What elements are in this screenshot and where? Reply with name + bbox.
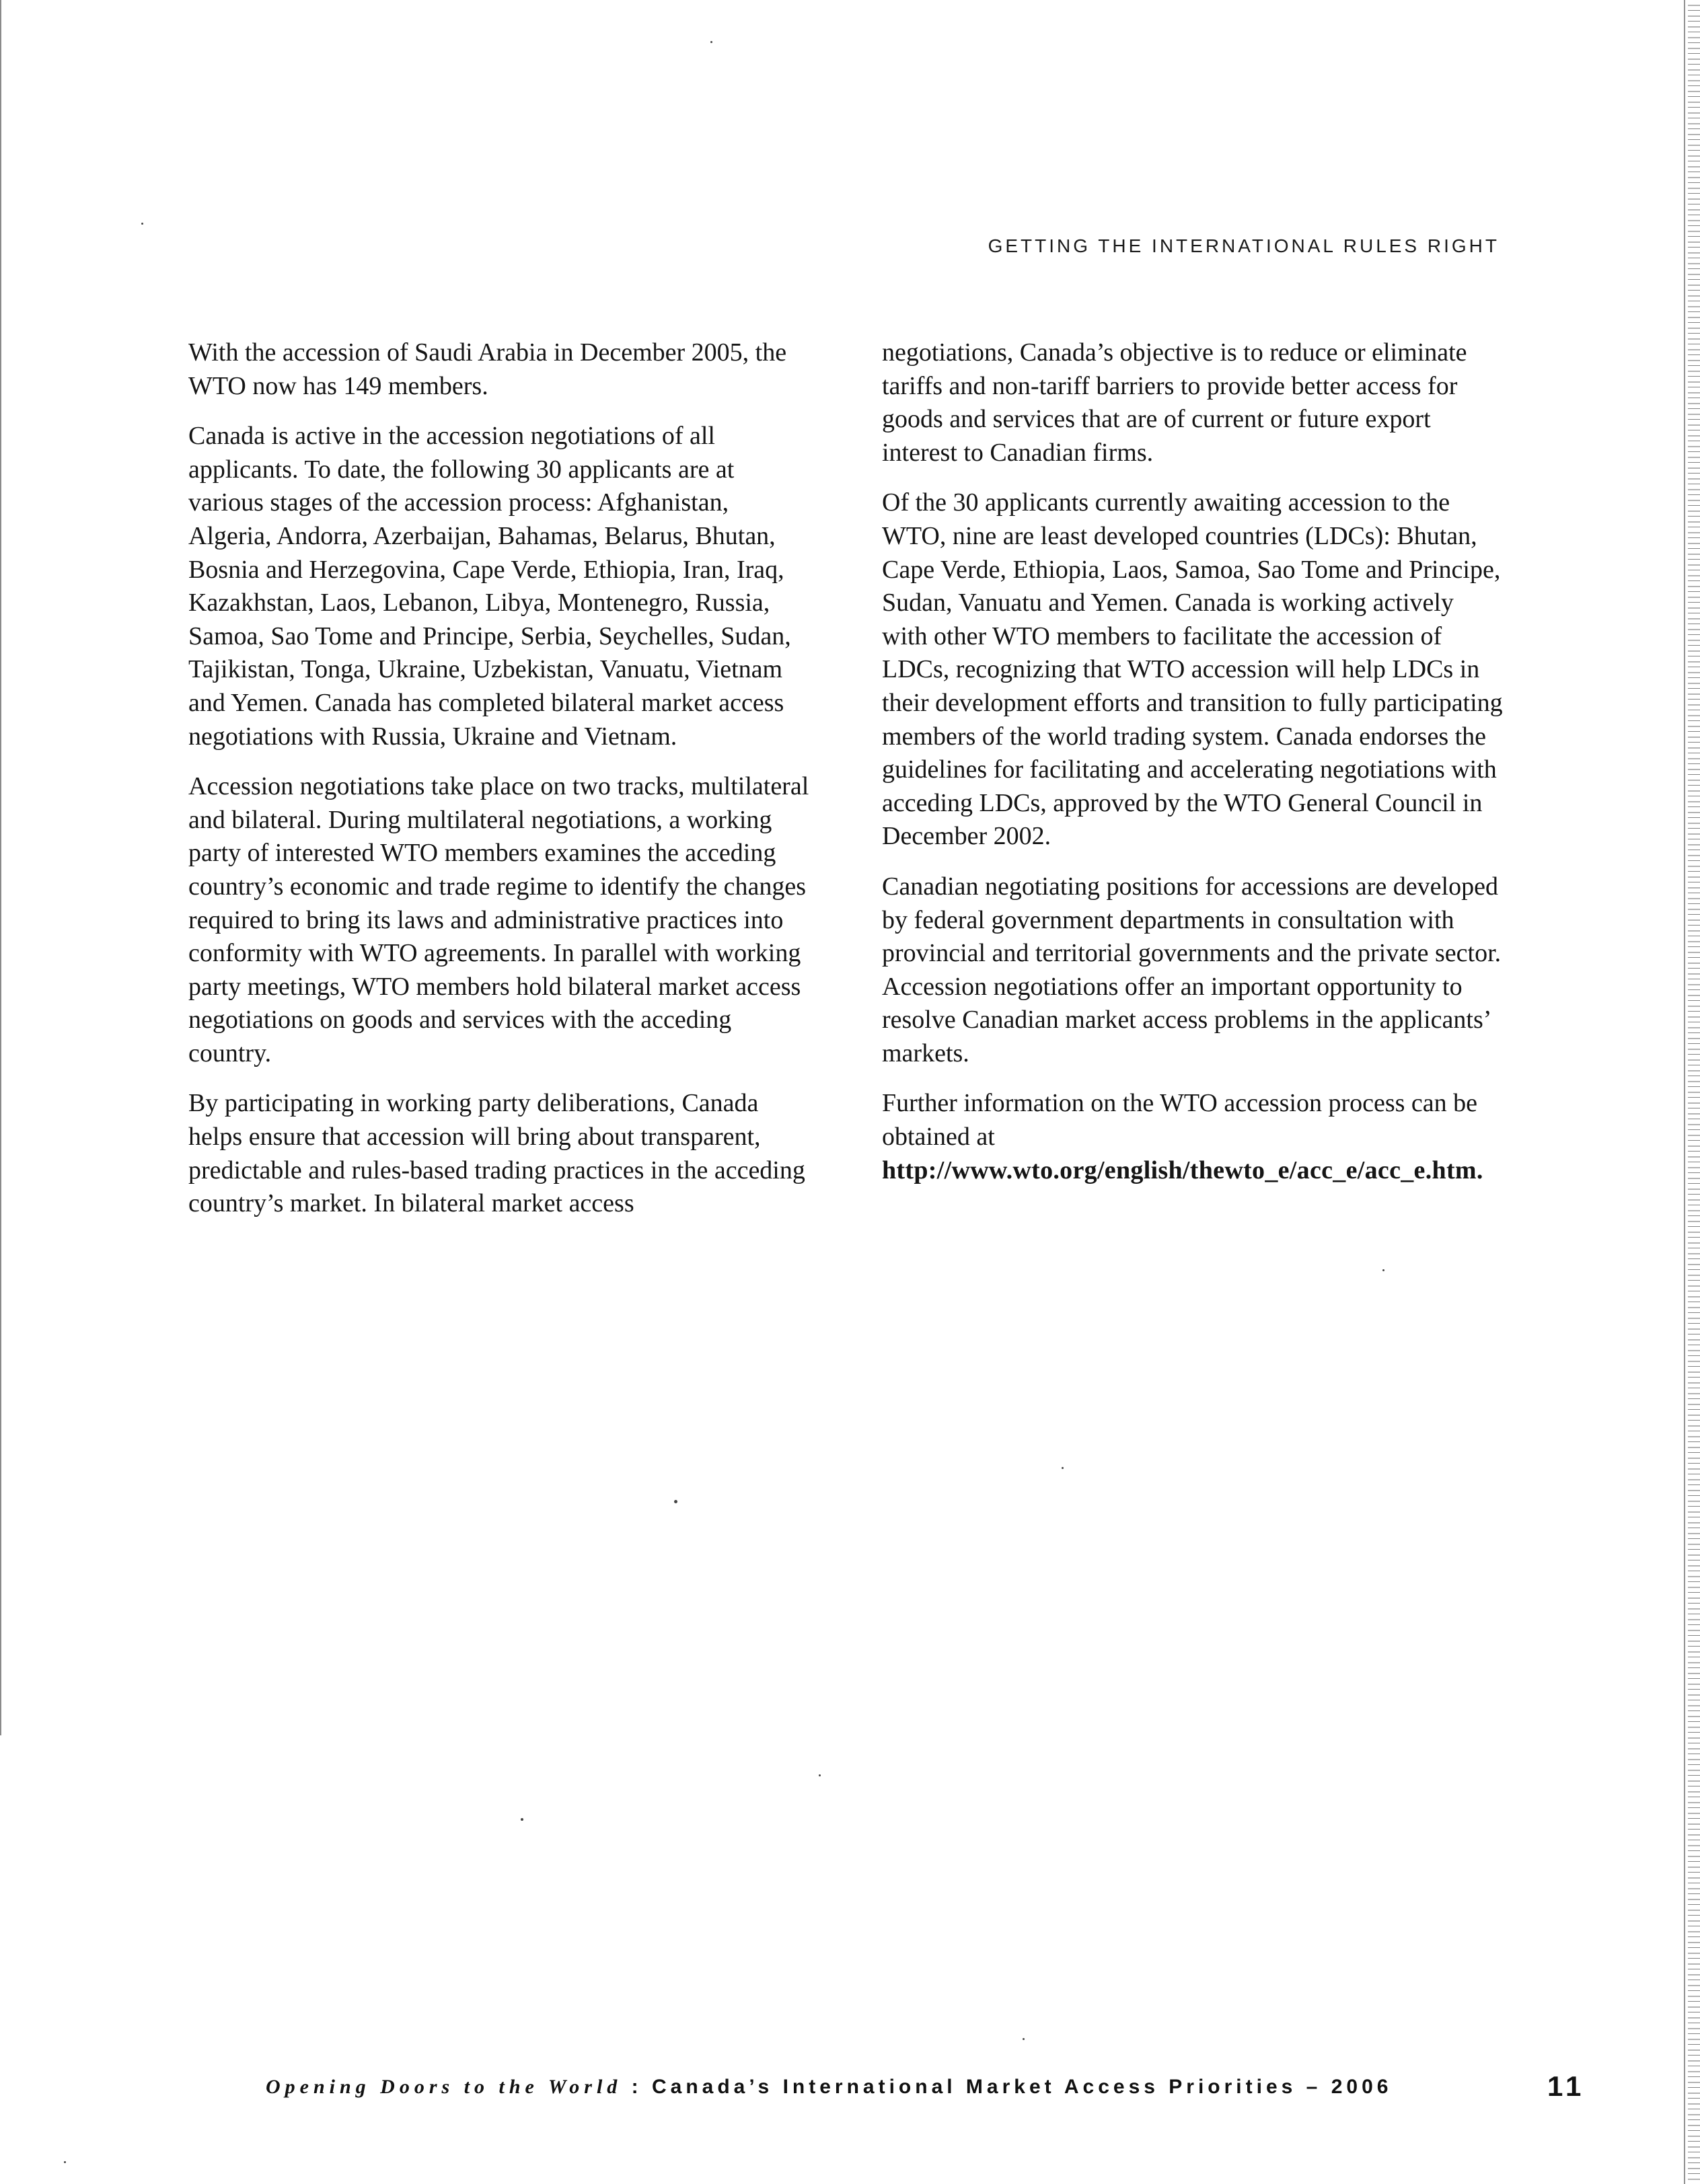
footer-title: Opening Doors to the World [266, 2076, 622, 2098]
scan-speck [1023, 2038, 1025, 2040]
footer-dash: – [1296, 2076, 1331, 2098]
footer-year: 2006 [1331, 2076, 1393, 2098]
further-info-text: Further information on the WTO accession process can be obtained at [882, 1089, 1478, 1152]
scan-speck [710, 41, 712, 43]
scan-speck [1382, 1269, 1384, 1271]
footer [266, 2076, 1497, 2099]
paragraph-applicants: Canada is active in the accession negotiations of all applicants. To date, the following 30 applicants are at various stages of the accession process: Afghanistan, Algeria, Andorra, Azerbaijan, Bahamas, Belarus, Bhutan, Bosnia and Herzegovina, Cape Verde, Ethiopia, Iran, Iraq, Kazakhstan, Laos, Lebanon, Libya, Montenegro, Russia, Samoa, Sao Tome and Principe, Serbia, Seychelles, Sudan, Tajikistan, Tonga, Ukraine, Uzbekistan, Vanuatu, Vietnam and Yemen. Canada has completed bilateral market access negotiations with Russia, Ukraine and Vietnam. [188, 422, 791, 751]
page-number: 11 [1547, 2070, 1586, 2102]
scan-left-edge [0, 0, 1, 1735]
scan-speck [674, 1500, 677, 1503]
paragraph-further-info [882, 1087, 1504, 1187]
scan-binding-line [1684, 0, 1685, 2184]
scan-speck [141, 223, 143, 225]
footer-subtitle: Canada’s International Market Access Priorities [651, 2076, 1297, 2098]
scan-speck [1062, 1467, 1064, 1469]
paragraph-working-party: By participating in working party deliberations, Canada helps ensure that accession will bring about transparent, predictable and rules-based trading practices in the acceding country’s market. In bilateral market access [188, 1089, 805, 1218]
wto-accession-link[interactable]: http://www.wto.org/english/thewto_e/acc_e/acc_e.htm. [882, 1156, 1483, 1184]
paragraph-tracks: Accession negotiations take place on two tracks, multilateral and bilateral. During multilateral negotiations, a working party of interested WTO members examines the acceding country’s economic and trade regime to identify the changes required to bring its laws and administrative practices into conformity with WTO agreements. In parallel with working party meetings, WTO members hold bilateral market access negotiations on goods and services with the acceding country. [188, 772, 809, 1067]
paragraph-membership: With the accession of Saudi Arabia in December 2005, the WTO now has 149 members. [188, 338, 787, 400]
left-column [188, 336, 811, 1238]
scan-binding-edge [1688, 0, 1700, 2184]
right-column [882, 336, 1504, 1204]
footer-separator: : [622, 2076, 652, 2098]
scan-speck [819, 1774, 821, 1776]
running-head: GETTING THE INTERNATIONAL RULES RIGHT [988, 235, 1500, 256]
paragraph-positions: Canadian negotiating positions for accessions are developed by federal government departments in consultation with provincial and territorial governments and the private sector. Accession negotiations offer an important opportunity to resolve Canadian market access problems in the applicants’ markets. [882, 872, 1502, 1067]
scan-speck [64, 2161, 66, 2163]
paragraph-ldcs: Of the 30 applicants currently awaiting accession to the WTO, nine are least developed countries (LDCs): Bhutan, Cape Verde, Ethiopia, Laos, Samoa, Sao Tome and Principe, Sudan, Vanuatu and Yemen. Canada is working actively with other WTO members to facilitate the accession of LDCs, recognizing that WTO accession will help LDCs in their development efforts and transition to fully participating members of the world trading system. Canada endorses the guidelines for facilitating and accelerating negotiations with acceding LDCs, approved by the WTO General Council in December 2002. [882, 488, 1503, 851]
paragraph-objective: negotiations, Canada’s objective is to reduce or eliminate tariffs and non-tariff barriers to provide better access for goods and services that are of current or future export interest to Canadian firms. [882, 338, 1467, 467]
scan-speck [521, 1818, 523, 1821]
